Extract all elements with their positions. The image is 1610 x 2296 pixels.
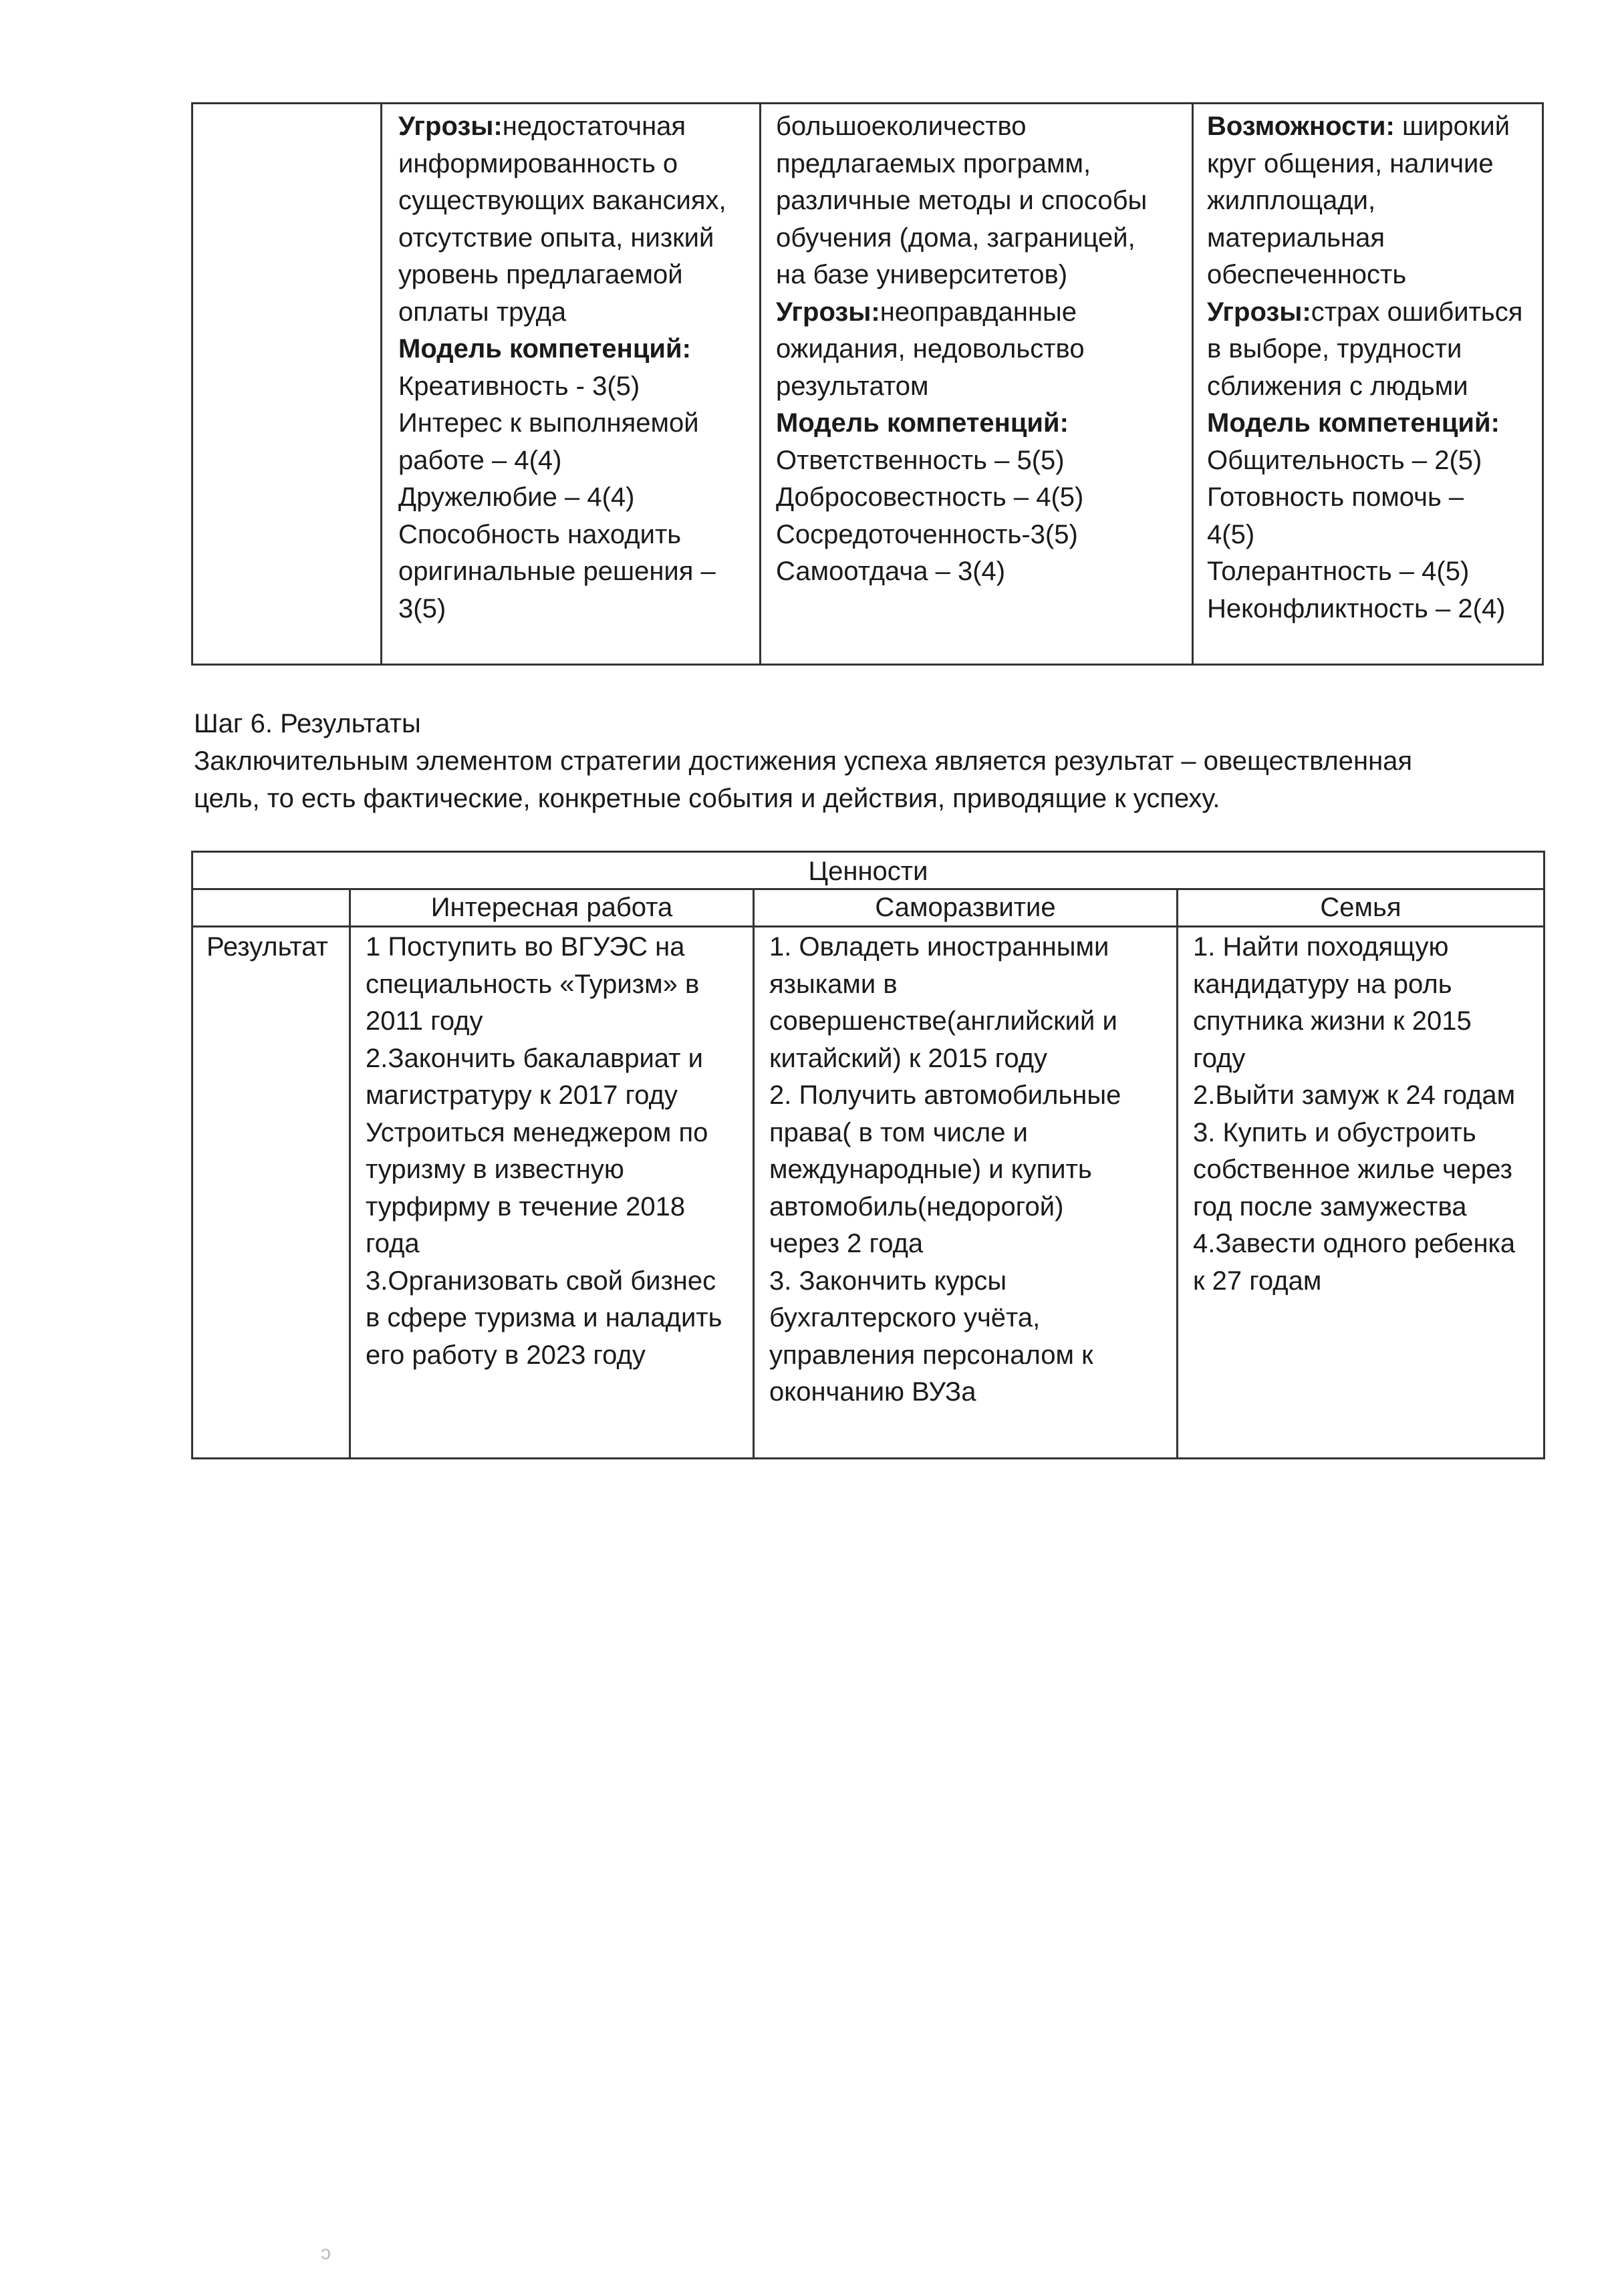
cell-line-text: существующих вакансиях, <box>398 186 726 215</box>
cell-line-text: на базе университетов) <box>776 260 1068 289</box>
cell-line: окончанию ВУЗа <box>769 1377 976 1407</box>
cell-line <box>1207 108 1542 146</box>
cell-line <box>776 368 1192 406</box>
cell-line <box>398 368 759 406</box>
cell-line: права( в том числе и <box>769 1117 1028 1147</box>
results-cell-selfdev-text <box>755 927 1176 1411</box>
cell-line-text: оплаты труда <box>398 297 567 327</box>
cell-line-text: Интерес к выполняемой <box>398 408 699 438</box>
cell-line <box>398 220 759 257</box>
cell-line: магистратуру к 2017 году <box>366 1081 678 1110</box>
step6-heading: Шаг 6. Результаты <box>194 709 421 738</box>
cell-line-text: Общительность – 2(5) <box>1207 445 1482 475</box>
cell-line <box>398 257 759 294</box>
cell-line-bold: Угрозы: <box>398 112 503 141</box>
cell-line: его работу в 2023 году <box>366 1340 646 1370</box>
cell-line: 3. Купить и обустроить <box>1193 1117 1476 1147</box>
results-table <box>191 851 1545 1459</box>
cell-line: году <box>1193 1043 1246 1073</box>
cell-line: турфирму в течение 2018 <box>366 1191 686 1222</box>
cell-line: кандидатуру на роль <box>1193 969 1452 999</box>
cell-line <box>776 479 1192 517</box>
cell-line: туризму в известную <box>366 1155 624 1184</box>
cell-line-text: Ответственность – 5(5) <box>776 445 1065 475</box>
cell-line: китайский) к 2015 году <box>769 1043 1048 1073</box>
cell-line: 1 Поступить во ВГУЭС на <box>366 932 685 962</box>
cell-line <box>1207 479 1542 517</box>
cell-line: совершенстве(английский и <box>769 1006 1117 1036</box>
cell-line <box>1207 591 1542 628</box>
cell-line-text: оригинальные решения – <box>398 557 716 586</box>
cell-line <box>398 331 759 368</box>
results-table-header: Ценности <box>193 853 1543 890</box>
cell-line <box>776 257 1192 294</box>
cell-line-bold: Модель компетенций: <box>1207 408 1500 438</box>
cell-line <box>398 553 759 591</box>
cell-line: года <box>366 1229 420 1258</box>
cell-line: управления персоналом к <box>769 1340 1093 1370</box>
swot-cell-family-text <box>1194 104 1542 627</box>
cell-line-text: жилплощади, <box>1207 186 1376 215</box>
cell-line: Устроиться менеджером по <box>366 1117 708 1147</box>
cell-line-bold: Возможности: <box>1207 112 1395 141</box>
cell-line-text: обучения (дома, заграницей, <box>776 223 1135 253</box>
cell-line <box>398 108 759 146</box>
cell-line: 3.Организовать свой бизнес <box>366 1266 716 1296</box>
swot-cell-work <box>380 104 759 664</box>
cell-line <box>776 331 1192 368</box>
cell-line <box>398 442 759 480</box>
subheader-empty-cell <box>193 890 349 925</box>
cell-line: международные) и купить <box>769 1155 1092 1184</box>
cell-line-text: отсутствие опыта, низкий <box>398 223 714 253</box>
cell-line-text: Добросовестность – 4(5) <box>776 482 1084 512</box>
cell-line-text: 3(5) <box>398 593 446 623</box>
cell-line-bold: Модель компетенций: <box>398 334 691 364</box>
cell-line <box>1207 294 1542 331</box>
results-table-subheader <box>193 890 1543 927</box>
cell-line-text: уровень предлагаемой <box>398 260 683 289</box>
step6-section <box>194 705 1412 817</box>
cell-line: 4.Завести одного ребенка <box>1193 1229 1516 1258</box>
cell-line <box>398 591 759 628</box>
swot-label-cell <box>193 104 380 664</box>
results-cell-family <box>1176 927 1543 1457</box>
cell-line-text: в выборе, трудности <box>1207 334 1462 364</box>
subheader-family: Семья <box>1176 890 1543 925</box>
cell-line-text: Дружелюбие – 4(4) <box>398 482 635 512</box>
cell-line: к 27 годам <box>1193 1266 1322 1296</box>
swot-table <box>191 102 1544 666</box>
cell-line: языками в <box>769 969 898 999</box>
cell-line <box>1207 146 1542 183</box>
cell-line-bold: Модель компетенций: <box>776 408 1069 438</box>
cell-line <box>1207 368 1542 406</box>
cell-line <box>776 517 1192 554</box>
cell-line-text: результатом <box>776 371 929 401</box>
cell-line-bold: Угрозы: <box>776 297 880 327</box>
cell-line-text: Сосредоточенность-3(5) <box>776 519 1078 549</box>
cell-line <box>1207 553 1542 591</box>
cell-line: 1. Овладеть иностранными <box>769 932 1109 962</box>
cell-line-text: недостаточная <box>502 112 686 141</box>
cell-line-text: работе – 4(4) <box>398 445 562 475</box>
step6-line-2: цель, то есть фактические, конкретные события и действия, приводящие к успеху. <box>194 784 1220 813</box>
swot-cell-selfdev-text <box>761 104 1192 591</box>
cell-line: в сфере туризма и наладить <box>366 1303 722 1332</box>
cell-line-text: Толерантность – 4(5) <box>1207 557 1470 586</box>
cell-line: бухгалтерского учёта, <box>769 1303 1041 1332</box>
row-label-cell <box>193 927 349 1457</box>
cell-line <box>776 108 1192 146</box>
results-cell-family-text <box>1178 927 1543 1300</box>
cell-line <box>398 294 759 331</box>
cell-line <box>776 182 1192 220</box>
cell-line <box>1207 331 1542 368</box>
cell-line: год после замужества <box>1193 1191 1467 1222</box>
cell-line <box>1207 405 1542 442</box>
swot-cell-selfdev <box>759 104 1192 664</box>
results-cell-work-text <box>351 927 753 1374</box>
cell-line <box>776 405 1192 442</box>
cell-line <box>776 442 1192 480</box>
scan-mark: ɔ <box>321 2242 331 2264</box>
cell-line-text: Креативность - 3(5) <box>398 371 640 401</box>
cell-line: 2. Получить автомобильные <box>769 1081 1121 1110</box>
cell-line: специальность «Туризм» в <box>366 969 700 999</box>
cell-line <box>776 294 1192 331</box>
subheader-self-development: Саморазвитие <box>753 890 1176 925</box>
cell-line <box>398 146 759 183</box>
cell-line <box>1207 517 1542 554</box>
cell-line-text: Самоотдача – 3(4) <box>776 557 1006 586</box>
cell-line <box>776 220 1192 257</box>
cell-line-text: широкий <box>1394 112 1510 141</box>
cell-line: собственное жилье через <box>1193 1155 1512 1184</box>
cell-line-text: предлагаемых программ, <box>776 148 1091 178</box>
cell-line-bold: Угрозы: <box>1207 297 1311 327</box>
cell-line: через 2 года <box>769 1229 924 1258</box>
cell-line-text: неоправданные <box>880 297 1077 327</box>
cell-line-text: информированность о <box>398 148 678 178</box>
results-cell-work <box>349 927 753 1457</box>
cell-line <box>776 553 1192 591</box>
cell-line <box>1207 182 1542 220</box>
cell-line: 1. Найти походящую <box>1193 932 1449 962</box>
cell-line-text: ожидания, недовольство <box>776 334 1085 364</box>
subheader-interesting-work: Интересная работа <box>349 890 753 925</box>
cell-line: 2.Закончить бакалавриат и <box>366 1043 703 1073</box>
cell-line-text: обеспеченность <box>1207 260 1407 289</box>
cell-line <box>1207 220 1542 257</box>
cell-line: спутника жизни к 2015 <box>1193 1006 1472 1036</box>
swot-cell-family <box>1192 104 1542 664</box>
results-cell-selfdev <box>753 927 1176 1457</box>
cell-line: 3. Закончить курсы <box>769 1266 1007 1296</box>
cell-line <box>398 517 759 554</box>
cell-line <box>398 405 759 442</box>
cell-line-text: Неконфликтность – 2(4) <box>1207 593 1506 623</box>
swot-cell-work-text <box>382 104 759 627</box>
cell-line <box>1207 442 1542 480</box>
cell-line-text: страх ошибиться <box>1311 297 1523 327</box>
cell-line: 2011 году <box>366 1006 483 1036</box>
row-label: Результат <box>207 932 328 962</box>
cell-line-text: большоеколичество <box>776 112 1027 141</box>
cell-line <box>1207 257 1542 294</box>
cell-line-text: Готовность помочь – <box>1207 482 1464 512</box>
cell-line <box>776 146 1192 183</box>
cell-line-text: различные методы и способы <box>776 186 1148 215</box>
cell-line: автомобиль(недорогой) <box>769 1191 1064 1222</box>
cell-line-text: круг общения, наличие <box>1207 148 1494 178</box>
cell-line-text: Способность находить <box>398 519 682 549</box>
cell-line-text: 4(5) <box>1207 519 1255 549</box>
cell-line-text: материальная <box>1207 223 1385 253</box>
cell-line <box>398 479 759 517</box>
step6-line-1: Заключительным элементом стратегии достижения успеха является результат – овеществленная <box>194 746 1413 776</box>
cell-line: 2.Выйти замуж к 24 годам <box>1193 1081 1516 1110</box>
cell-line-text: сближения с людьми <box>1207 371 1468 401</box>
cell-line <box>398 182 759 220</box>
